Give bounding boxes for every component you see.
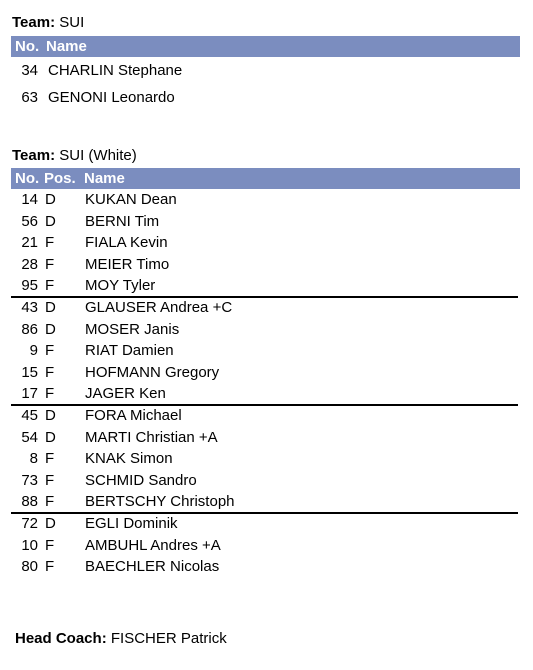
player-number: 73 (21, 471, 38, 489)
player-number: 88 (21, 493, 38, 511)
player-number: 14 (21, 191, 38, 208)
player-position: F (45, 277, 55, 295)
goalie-row (11, 87, 520, 108)
skaters-team-line (12, 147, 137, 164)
player-name: MEIER Timo (85, 255, 170, 273)
skater-row (11, 383, 520, 404)
player-name: EGLI Dominik (85, 515, 178, 532)
goalies-header-bar (11, 36, 520, 57)
player-name: MARTI Christian +A (85, 428, 218, 446)
header-no: No. (15, 170, 40, 187)
goalies-team-line (12, 14, 84, 31)
player-position: F (45, 558, 55, 576)
player-name: FORA Michael (85, 407, 182, 424)
player-number: 43 (21, 299, 38, 316)
player-name: MOY Tyler (85, 277, 156, 295)
skater-row (11, 448, 520, 469)
player-name: AMBUHL Andres +A (85, 536, 221, 554)
player-name: CHARLIN Stephane (48, 62, 183, 79)
skater-row (11, 211, 520, 232)
player-name: GLAUSER Andrea +C (85, 299, 233, 316)
player-number: 28 (21, 255, 38, 273)
skater-row (11, 254, 520, 275)
player-number: 21 (21, 234, 38, 252)
player-position: D (45, 212, 56, 230)
player-number: 17 (21, 385, 38, 403)
player-number: 72 (21, 515, 38, 532)
player-position: F (45, 234, 55, 252)
player-name: RIAT Damien (85, 342, 174, 360)
player-position: F (45, 385, 55, 403)
player-position: D (45, 320, 56, 338)
player-name: HOFMANN Gregory (85, 363, 220, 381)
player-name: BERNI Tim (85, 212, 160, 230)
skaters-team-value: SUI (White) (59, 147, 137, 164)
goalie-row (11, 60, 520, 81)
head-coach-label: Head Coach: (15, 630, 107, 647)
skater-row (11, 232, 520, 253)
skater-row (11, 275, 520, 296)
player-number: 45 (21, 407, 38, 424)
skaters-team-label: Team: (12, 147, 56, 164)
player-number: 95 (21, 277, 38, 295)
player-name: BERTSCHY Christoph (85, 493, 235, 511)
player-number: 63 (21, 89, 38, 106)
player-number: 15 (21, 363, 38, 381)
player-number: 10 (21, 536, 38, 554)
skater-row (11, 189, 520, 210)
header-pos: Pos. (44, 170, 76, 187)
player-name: KUKAN Dean (85, 191, 177, 208)
skater-row (11, 297, 520, 318)
player-position: F (45, 536, 55, 554)
player-number: 8 (29, 450, 38, 468)
player-number: 80 (21, 558, 38, 576)
player-position: F (45, 493, 55, 511)
header-name: Name (84, 170, 125, 187)
player-name: MOSER Janis (85, 320, 180, 338)
head-coach-line (15, 630, 227, 647)
player-position: D (45, 515, 56, 532)
skater-row (11, 491, 520, 512)
skater-row (11, 513, 520, 534)
player-position: F (45, 342, 55, 360)
player-position: D (45, 191, 56, 208)
player-number: 86 (21, 320, 38, 338)
skaters-header-bar (11, 168, 520, 189)
skater-row (11, 362, 520, 383)
player-name: KNAK Simon (85, 450, 173, 468)
player-position: D (45, 299, 56, 316)
skater-row (11, 340, 520, 361)
goalies-team-label: Team: (12, 14, 56, 31)
skater-row (11, 535, 520, 556)
skater-row (11, 427, 520, 448)
head-coach-value: FISCHER Patrick (110, 630, 227, 647)
player-number: 56 (21, 212, 38, 230)
player-name: BAECHLER Nicolas (85, 558, 220, 576)
player-number: 9 (29, 342, 38, 360)
header-name: Name (46, 38, 87, 55)
player-position: F (45, 450, 55, 468)
player-position: F (45, 363, 55, 381)
player-name: FIALA Kevin (85, 234, 168, 252)
player-name: GENONI Leonardo (48, 89, 175, 106)
goalies-team-value: SUI (59, 14, 85, 31)
player-name: JAGER Ken (85, 385, 166, 403)
player-position: D (45, 407, 56, 424)
skater-row (11, 470, 520, 491)
player-name: SCHMID Sandro (85, 471, 197, 489)
player-number: 54 (21, 428, 38, 446)
player-number: 34 (21, 62, 38, 79)
skater-row (11, 405, 520, 426)
header-no: No. (15, 38, 40, 55)
skater-row (11, 319, 520, 340)
player-position: D (45, 428, 56, 446)
player-position: F (45, 255, 55, 273)
player-position: F (45, 471, 55, 489)
skater-row (11, 556, 520, 577)
